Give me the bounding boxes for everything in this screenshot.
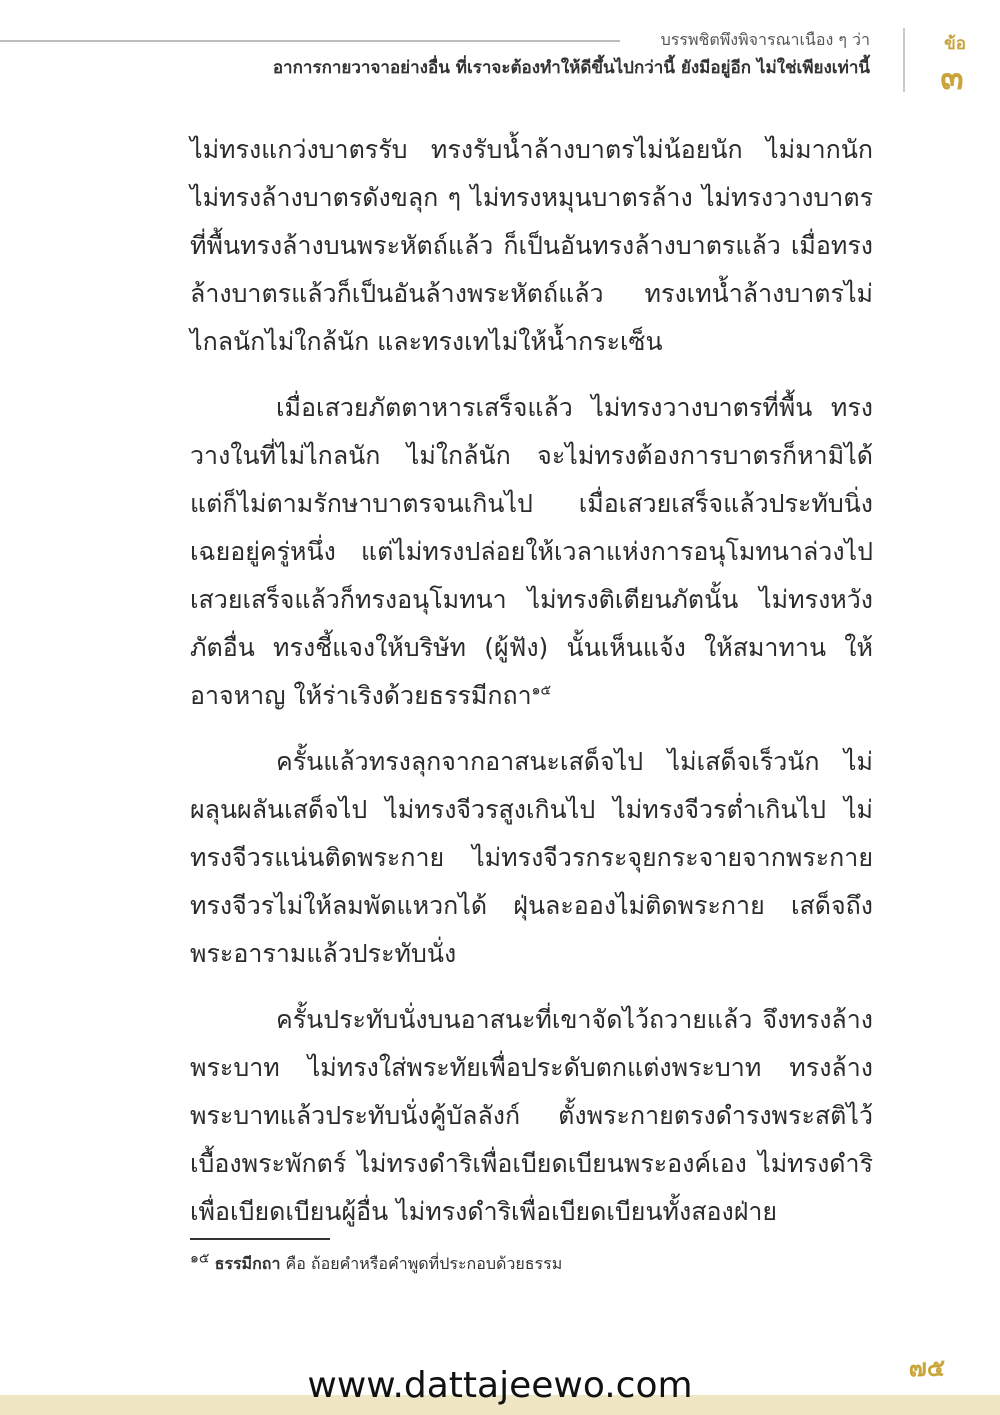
footnote-number: ๑๕ bbox=[190, 1250, 210, 1267]
paragraph-1-text: ไม่ทรงแกว่งบาตรรับ ทรงรับน้ำล้างบาตรไม่น้อยนัก ไม่มากนัก ไม่ทรงล้างบาตรดังขลุก ๆ ไม่ทรงหมุนบาตรล้าง ไม่ทรงวางบาตรที่พื้นทรงล้างบนพระหัตถ์แล้ว ก็เป็นอันทรงล้างบาตรแล้ว เมื่อทรงล้างบาตรแล้วก็เป็นอันล้างพระหัตถ์แล้ว ทรงเทน้ำล้างบาตรไม่ไกลนักไม่ใกล้นัก และทรงเทไม่ให้น้ำกระเซ็น bbox=[190, 135, 873, 356]
paragraph-2-text: เมื่อเสวยภัตตาหารเสร็จแล้ว ไม่ทรงวางบาตรที่พื้น ทรงวางในที่ไม่ไกลนัก ไม่ใกล้นัก จะไม่ทรงต้องการบาตรก็หามิได้ แต่ก็ไม่ตามรักษาบาตรจนเกินไป เมื่อเสวยเสร็จแล้วประทับนิ่งเฉยอยู่ครู่หนึ่ง แต่ไม่ทรงปล่อยให้เวลาแห่งการอนุโมทนาล่วงไป เสวยเสร็จแล้วก็ทรงอนุโมทนา ไม่ทรงติเตียนภัตนั้น ไม่ทรงหวังภัตอื่น ทรงชี้แจงให้บริษัท (ผู้ฟัง) นั้นเห็นแจ้ง ให้สมาทาน ให้อาจหาญ ให้ร่าเริงด้วยธรรมีกถา bbox=[190, 393, 873, 710]
chapter-label: ข้อ bbox=[944, 34, 966, 54]
paragraph-1 bbox=[190, 126, 873, 366]
running-header-line2: อาการกายวาจาอย่างอื่น ที่เราจะต้องทำให้ดีขึ้นไปกว่านี้ ยังมีอยู่อีก ไม่ใช่เพียงเท่านี้ bbox=[272, 58, 870, 78]
footnote-reference[interactable]: ๑๕ bbox=[531, 682, 552, 699]
paragraph-4 bbox=[190, 996, 873, 1236]
header-divider bbox=[903, 28, 905, 92]
header-rule bbox=[0, 40, 620, 42]
paragraph-3 bbox=[190, 738, 873, 978]
paragraph-2 bbox=[190, 384, 873, 720]
chapter-number: ๓ bbox=[940, 58, 964, 98]
paragraph-3-text: ครั้นแล้วทรงลุกจากอาสนะเสด็จไป ไม่เสด็จเร็วนัก ไม่ผลุนผลันเสด็จไป ไม่ทรงจีวรสูงเกินไป ไม่ทรงจีวรต่ำเกินไป ไม่ทรงจีวรแน่นติดพระกาย ไม่ทรงจีวรกระจุยกระจายจากพระกาย ทรงจีวรไม่ให้ลมพัดแหวกได้ ฝุ่นละอองไม่ติดพระกาย เสด็จถึงพระอารามแล้วประทับนั่ง bbox=[190, 747, 873, 968]
footnote-term: ธรรมีกถา bbox=[214, 1254, 281, 1273]
body-text bbox=[190, 126, 873, 1236]
footnote-rule bbox=[190, 1238, 330, 1240]
paragraph-4-text: ครั้นประทับนั่งบนอาสนะที่เขาจัดไว้ถวายแล้ว จึงทรงล้างพระบาท ไม่ทรงใส่พระทัยเพื่อประดับตกแต่งพระบาท ทรงล้างพระบาทแล้วประทับนั่งคู้บัลลังก์ ตั้งพระกายตรงดำรงพระสติไว้เบื้องพระพักตร์ ไม่ทรงดำริเพื่อเบียดเบียนพระองค์เอง ไม่ทรงดำริเพื่อเบียดเบียนผู้อื่น ไม่ทรงดำริเพื่อเบียดเบียนทั้งสองฝ่าย bbox=[190, 1005, 873, 1226]
running-header-line1: บรรพชิตพึงพิจารณาเนือง ๆ ว่า bbox=[660, 30, 870, 49]
footnote-definition: คือ ถ้อยคำหรือคำพูดที่ประกอบด้วยธรรม bbox=[280, 1254, 563, 1273]
website-watermark: www.dattajeewo.com bbox=[307, 1365, 693, 1406]
footnote bbox=[190, 1252, 562, 1277]
page-number: ๗๕ bbox=[908, 1354, 945, 1382]
